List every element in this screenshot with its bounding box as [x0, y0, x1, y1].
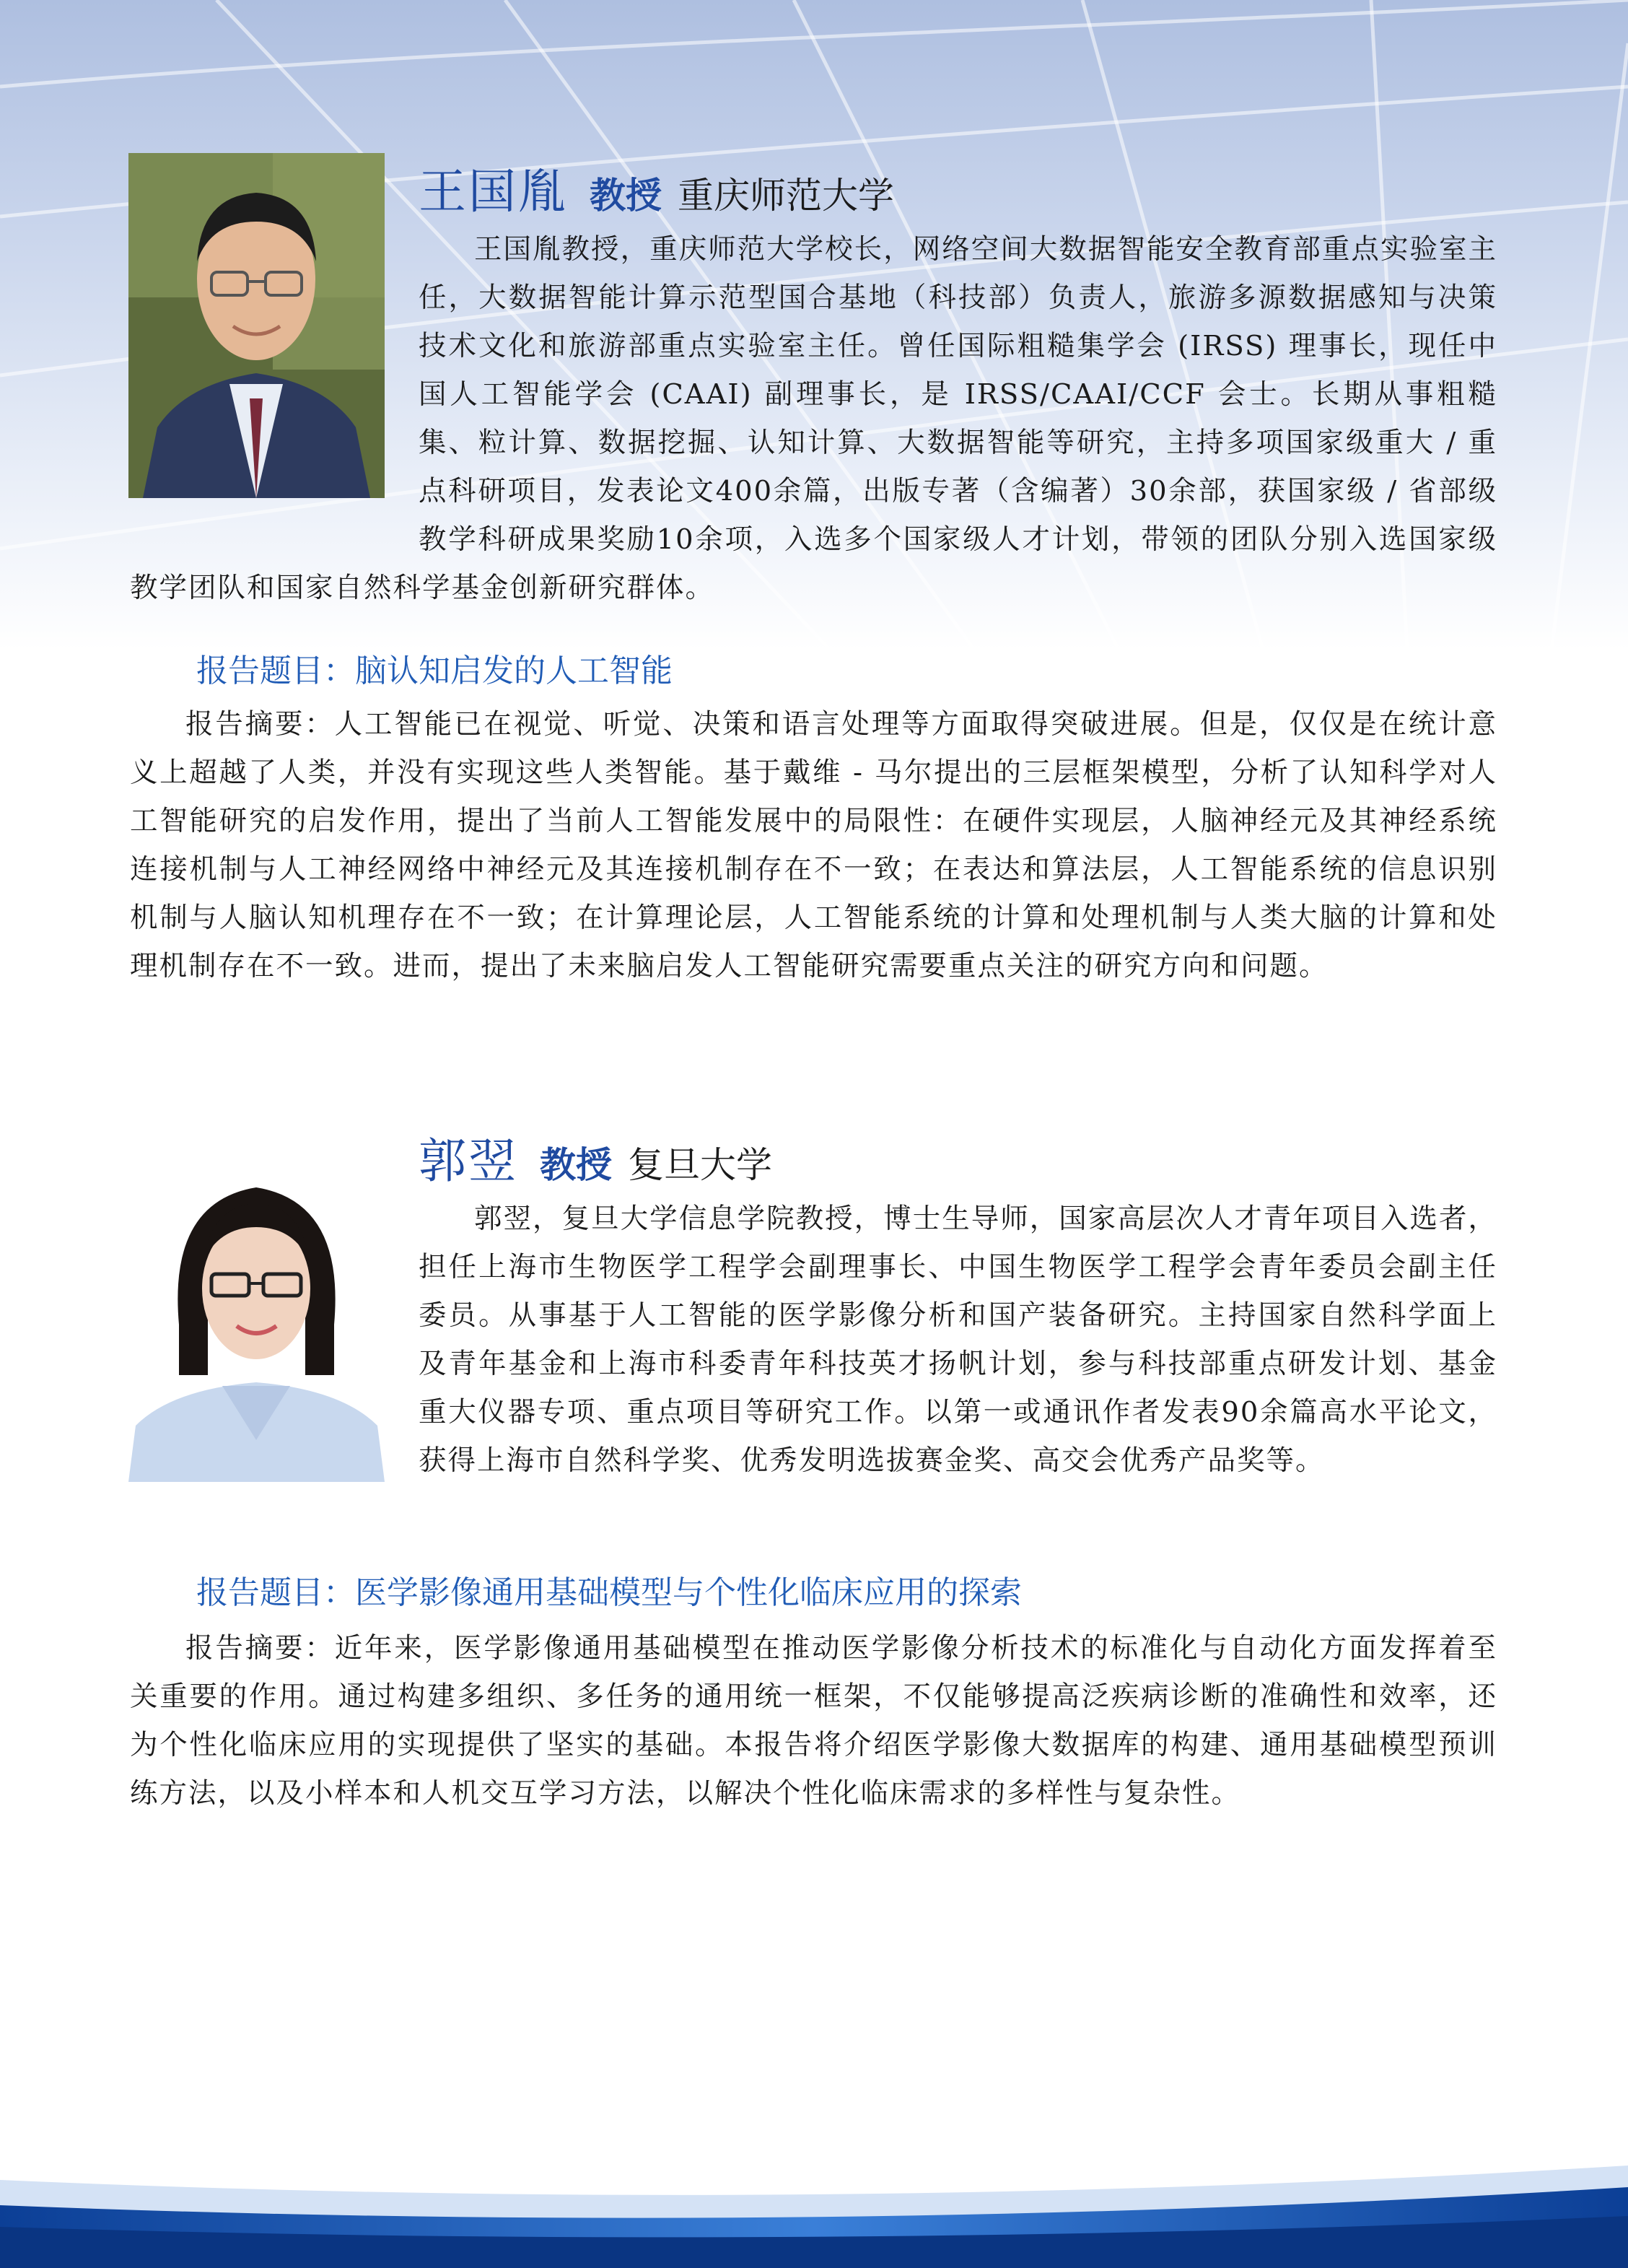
speaker-name: 王国胤	[419, 164, 568, 219]
report-title-1: 报告题目：脑认知启发的人工智能	[196, 653, 673, 689]
speaker-header	[419, 153, 894, 222]
speaker-bio: 郭翌，复旦大学信息学院教授，博士生导师，国家高层次人才青年项目入选者，担任上海市生物医学工程学会副理事长、中国生物医学工程学会青年委员会副主任委员。从事基于人工智能的医学影像分析和国产装备研究。主持国家自然科学面上及青年基金和上海市科委青年科技英才扬帆计划，参与科技部重点研发计划、基金重大仪器专项、重点项目等研究工作。以第一或通讯作者发表90余篇高水平论文，获得上海市自然科学奖、优秀发明选拔赛金奖、高交会优秀产品奖等。	[419, 1203, 1497, 1477]
report-abstract-2: 报告摘要：近年来，医学影像通用基础模型在推动医学影像分析技术的标准化与自动化方面发挥着至关重要的作用。通过构建多组织、多任务的通用统一框架，不仅能够提高泛疾病诊断的准确性和效率，还为个性化临床应用的实现提供了坚实的基础。本报告将介绍医学影像大数据库的构建、通用基础模型预训练方法，以及小样本和人机交互学习方法，以解决个性化临床需求的多样性与复杂性。	[130, 1632, 1497, 1810]
speaker-bio-box	[130, 1195, 1497, 1494]
report-abstract-1: 报告摘要：人工智能已在视觉、听觉、决策和语言处理等方面取得突破进展。但是，仅仅是在统计意义上超越了人类，并没有实现这些人类智能。基于戴维 - 马尔提出的三层框架模型，分析了认知科学对人工智能研究的启发作用，提出了当前人工智能发展中的局限性：在硬件实现层，人脑神经元及其神经系统连接机制与人工神经网络中神经元及其连接机制存在不一致；在表达和算法层，人工智能系统的信息识别机制与人脑认知机理存在不一致；在计算理论层，人工智能系统的计算和处理机制与人类大脑的计算和处理机制存在不一致。进而，提出了未来脑启发人工智能研究需要重点关注的研究方向和问题。	[130, 708, 1497, 982]
speaker-title: 教授	[540, 1143, 612, 1186]
speaker-name: 郭翌	[419, 1133, 518, 1189]
speaker-bio-box	[130, 225, 1497, 612]
speaker-affiliation: 复旦大学	[628, 1144, 772, 1186]
speaker-title: 教授	[590, 174, 662, 217]
footer-wave	[0, 2137, 1628, 2268]
report-title-2: 报告题目：医学影像通用基础模型与个性化临床应用的探索	[196, 1574, 1022, 1611]
speaker-affiliation: 重庆师范大学	[678, 175, 894, 217]
speaker-header	[419, 1122, 772, 1191]
speaker-bio: 王国胤教授，重庆师范大学校长，网络空间大数据智能安全教育部重点实验室主任，大数据智能计算示范型国合基地（科技部）负责人，旅游多源数据感知与决策技术文化和旅游部重点实验室主任。曾任国际粗糙集学会 (IRSS) 理事长，现任中国人工智能学会 (CAAI) 副理事长，是 IRSS/CAAI/CCF 会士。长期从事粗糙集、粒计算、数据挖掘、认知计算、大数据智能等研究，主持多项国家级重大 / 重点科研项目，发表论文400余篇，出版专著（含编著）30余部，获国家级 / 省部级教学科研成果奖励10余项，入选多个国家级人才计划，带领的团队分别入选国家级教学团队和国家自然科学基金创新研究群体。	[130, 233, 1497, 604]
